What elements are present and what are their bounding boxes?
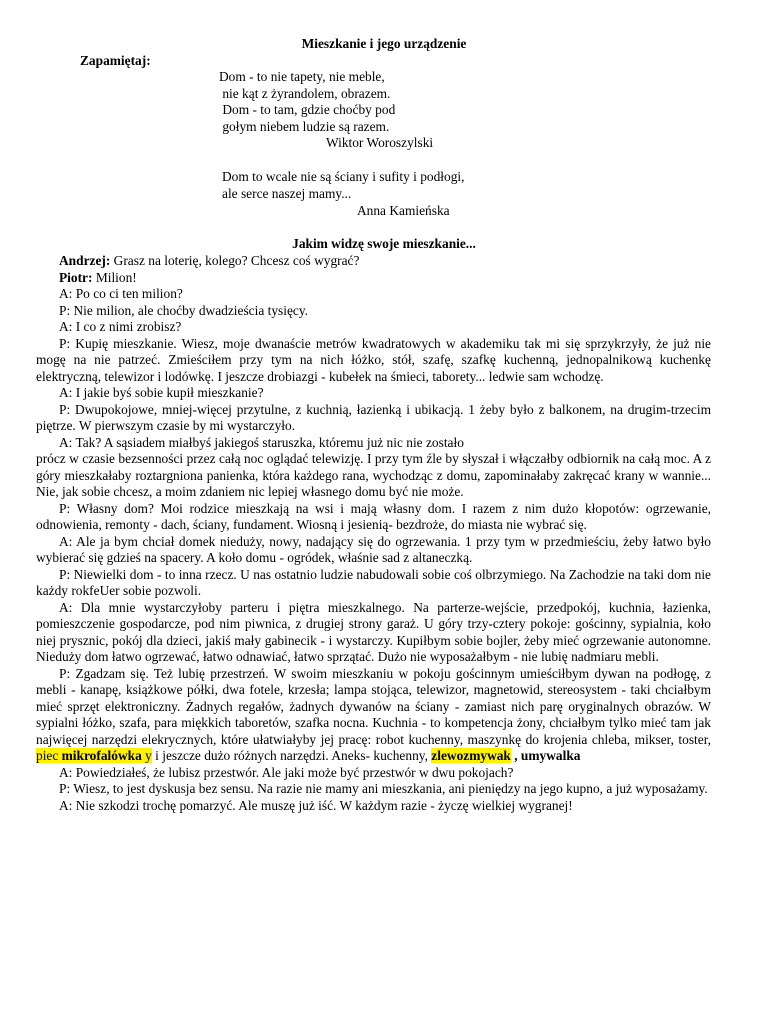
poem-2-line: Dom to wcale nie są ściany i sufity i podłogi, <box>222 169 465 184</box>
dialog-body <box>36 253 711 814</box>
poem-1-line: Dom - to nie tapety, nie meble, <box>219 69 385 84</box>
highlighted-text: piec <box>36 748 62 763</box>
dialog-line: A: Nie szkodzi trochę pomarzyć. Ale muszę już iść. W każdym razie - życzę wielkiej wygranej! <box>59 797 573 813</box>
dialog-text: Grasz na loterię, kolego? Chcesz coś wygrać? <box>110 253 360 268</box>
dialog-line: A: Ale ja bym chciał domek nieduży, nowy, nadający się do ogrzewania. 1 przy tym w przedmieściu, żeby łatwo było wybierać się gdzieś na spacery. A koło domu - ogródek, właśnie sad z altaneczką. <box>36 533 711 565</box>
speaker-name: Andrzej: <box>59 253 111 268</box>
dialog-line <box>36 270 711 287</box>
remember-label: Zapamiętaj: <box>80 53 151 68</box>
dialog-line: P: Dwupokojowe, mniej-więcej przytulne, z kuchnią, łazienką i ubikacją. 1 żeby było z balkonem, na drugim-trzecim piętrze. W pierwszym czasie by mi wystarczyło. <box>36 401 711 433</box>
dialog-line: A: I co z nimi zrobisz? <box>59 319 182 334</box>
dialog-text: , umywalka <box>510 748 581 763</box>
poem-1-line: Dom - to tam, gdzie choćby pod <box>219 102 396 117</box>
dialog-line: P: Kupię mieszkanie. Wiesz, moje dwanaście metrów kwadratowych w akademiku tak mi się sprzykrzyły, że już nie mogę na nie patrzeć. Zmieściłem przy tym na nich łóżko, stół, szafę, szafkę kuchenną, jednopalnikową kuchenkę elektryczną, telewizor i lodówkę. I jeszcze drobiazgi - kubełek na śmieci, taborety... ledwie sam wchodzę. <box>36 335 711 384</box>
poem-2 <box>222 169 464 202</box>
poem-1-line: nie kąt z żyrandolem, obrazem. <box>219 85 391 101</box>
poem-1-line: gołym niebem ludzie są razem. <box>219 118 390 134</box>
poem-2-author: Anna Kamieńska <box>357 203 450 218</box>
dialog-line: P: Niewielki dom - to inna rzecz. U nas ostatnio ludzie nabudowali sobie coś olbrzymiego. Na Zachodzie na taki dom nie każdy rokfeUer sobie pozwoli. <box>36 566 711 598</box>
highlighted-text: zlewozmywak <box>431 748 511 763</box>
dialog-line: prócz w czasie bezsenności przez całą noc oglądać telewizję. I przy tym źle by słyszał i włączałby odbiornik na całą moc. A z góry mieszkałaby roztargniona panienka, która każdego rana, wychodząc z domu, zapominałaby zakręcać krany w wannie... Nie, jak sobie chcesz, a moim zdaniem nic lepiej własnego domu być nie może. <box>36 451 711 499</box>
dialog-line: A: Tak? A sąsiadem miałbyś jakiegoś staruszka, któremu już nic nie zostało <box>59 434 464 450</box>
dialog-line: P: Własny dom? Moi rodzice mieszkają na wsi i mają własny dom. I razem z nim dużo kłopotów: ogrzewanie, odnowienia, remonty - dach, ściany, fundament. Wiosną i jesienią- bezdroże, do miasta nie wybrać się. <box>36 500 711 532</box>
dialog-line: P: Wiesz, to jest dyskusja bez sensu. Na razie nie mamy ani mieszkania, ani pieniędzy na jego kupno, a już wyposażamy. <box>59 781 708 796</box>
dialog-line: P: Nie milion, ale choćby dwadzieścia tysięcy. <box>59 302 309 318</box>
dialog-line: A: Po co ci ten milion? <box>59 286 183 301</box>
dialog-text: i jeszcze dużo różnych narzędzi. Aneks- kuchenny, <box>151 748 432 763</box>
dialog-text: P: Zgadzam się. Też lubię przestrzeń. W swoim mieszkaniu w pokoju gościnnym umieściłbym dywan na podłogę, z mebli - kanapę, książkowe półki, dwa fotele, krzesła; lampa stojąca, telewizor, magnetowid, stereosystem - taki chciałbym mieć sprzęt elektroniczny. Żadnych regałów, żadnych dywanów na ściany - zamiast nich parę oryginalnych obrazów. W sypialni łóżko, szafa, para miękkich taboretów, szafka nocna. Kuchnia - to kompetencja żony, chciałbym tylko mieć tam jak najwięcej narzędzi elekrycznych, które ułatwiałyby jej pracę: robot kuchenny, maszynkę do krojenia chleba, mikser, toster, <box>36 665 711 747</box>
highlighted-text: y <box>145 748 152 763</box>
poem-1-author: Wiktor Woroszylski <box>326 135 434 150</box>
dialog-line: A: Powiedziałeś, że lubisz przestwór. Ale jaki może być przestwór w dwu pokojach? <box>59 764 514 780</box>
speaker-name: Piotr: <box>59 269 93 285</box>
highlighted-text: mikrofalówka <box>61 748 146 763</box>
dialog-line: A: Dla mnie wystarczyłoby parteru i piętra mieszkalnego. Na parterze-wejście, przedpokój, kuchnia, łazienka, pomieszczenie gospodarcze, pod nim piwnica, z drugiej strony garaż. U góry trzy-cztery pokoje: gościnny, sypialnia, koło niej prysznic, pokój dla dzieci, jakiś mały gabinecik - i wystarczy. Kupiłbym sobie bojler, żeby mieć ogrzewanie autonomne. Nieduży dom łatwo ogrzewać, łatwo odnawiać, łatwo sprzątać. Dużo nie wyposażałbym - nie lubię nadmiaru mebli. <box>36 599 711 664</box>
dialog-text: Milion! <box>92 269 137 285</box>
page-title: Mieszkanie i jego urządzenie <box>301 36 467 51</box>
poem-1 <box>219 69 395 135</box>
poem-2-line: ale serce naszej mamy... <box>222 185 352 201</box>
section-subtitle: Jakim widzę swoje mieszkanie... <box>292 236 476 251</box>
dialog-line: A: I jakie byś sobie kupił mieszkanie? <box>59 385 264 400</box>
dialog-line <box>36 666 711 765</box>
dialog-line <box>36 253 711 270</box>
